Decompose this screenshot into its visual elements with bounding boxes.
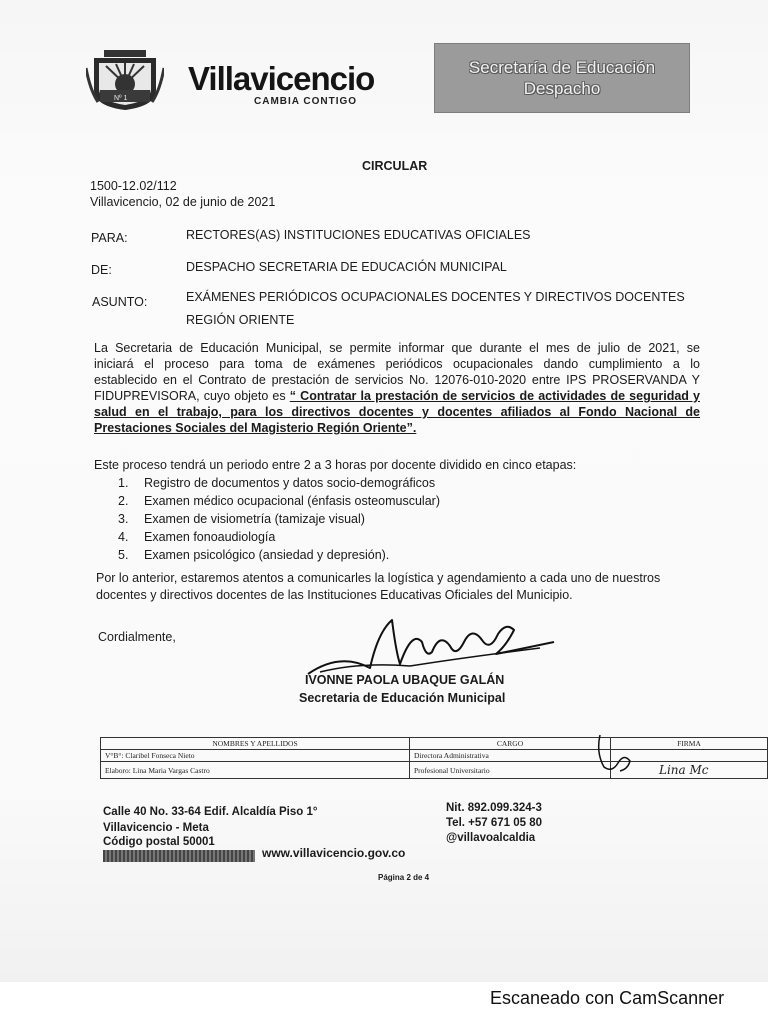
table-row	[101, 762, 768, 779]
row-name: Elaboro: Lina Maria Vargas Castro	[101, 762, 410, 779]
stage-number: 2.	[118, 494, 129, 508]
department-stamp	[434, 43, 690, 113]
initials-signature-icon	[594, 733, 634, 775]
stage-text: Registro de documentos y datos socio-demográficos	[144, 476, 436, 490]
body-line-1: La Secretaria de Educación Municipal, se permite informar que durante el mes de julio de 2021, se	[94, 341, 700, 355]
footer-phone: Tel. +57 671 05 80	[446, 817, 543, 829]
salutation: Cordialmente,	[98, 630, 176, 644]
footer-website: www.villavicencio.gov.co	[262, 846, 406, 860]
table-row	[101, 750, 768, 762]
approval-table	[100, 737, 768, 779]
footer-address-2: Villavicencio - Meta	[103, 822, 209, 834]
reference-number: 1500-12.02/112	[90, 179, 177, 193]
footer-nit: Nit. 892.099.324-3	[446, 802, 542, 814]
closing-line-1: Por lo anterior, estaremos atentos a comunicarles la logística y agendamiento a cada uno de nuestros	[96, 571, 661, 585]
footer-address-1: Calle 40 No. 33-64 Edif. Alcaldía Piso 1°	[103, 806, 318, 818]
footer-social: @villavoalcaldia	[446, 832, 536, 844]
stage-text: Examen médico ocupacional (énfasis osteomuscular)	[144, 494, 440, 508]
brand-logo-tagline: CAMBIA CONTIGO	[254, 96, 358, 107]
row-signature	[611, 750, 768, 762]
row-signature: Lina Mc	[611, 762, 768, 779]
de-label: DE:	[91, 263, 112, 277]
stages-list	[118, 474, 440, 564]
stamp-line-2: Despacho	[523, 79, 601, 98]
contract-object-start: “ Contratar la prestación de servicios de actividades de seguridad y	[289, 389, 700, 403]
row-role: Directora Administrativa	[410, 750, 611, 762]
body-line-3: establecido en el Contrato de prestación de servicios No. 12076-010-2020 entre IPS PROSERVANDA Y	[94, 373, 700, 387]
closing-line-2: docentes y directivos docentes de las Instituciones Educativas Oficiales del Municipio.	[96, 588, 573, 602]
stage-text: Examen de visiometría (tamizaje visual)	[144, 512, 365, 526]
header-role: CARGO	[410, 738, 611, 750]
place-date: Villavicencio, 02 de junio de 2021	[90, 195, 276, 209]
row-name: V°B°: Claribel Fonseca Nieto	[101, 750, 410, 762]
process-intro: Este proceso tendrá un periodo entre 2 a 3 horas por docente dividido en cinco etapas:	[94, 458, 577, 472]
signer-role: Secretaria de Educación Municipal	[299, 691, 506, 705]
stage-number: 1.	[118, 476, 129, 490]
asunto-line-2: REGIÓN ORIENTE	[186, 313, 295, 327]
header-names: NOMBRES Y APELLIDOS	[101, 738, 410, 750]
stage-number: 5.	[118, 548, 129, 562]
body-line-4	[94, 388, 700, 404]
handwritten-signature-icon	[300, 612, 560, 682]
footer-decorative-bar	[103, 850, 255, 862]
scanner-watermark: Escaneado con CamScanner	[490, 988, 725, 1008]
svg-text:Nº 1: Nº 1	[114, 95, 128, 102]
row-role: Profesional Universitario	[410, 762, 611, 779]
page-number: Página 2 de 4	[378, 873, 430, 882]
list-item	[118, 492, 440, 510]
municipal-seal-icon	[86, 50, 164, 112]
list-item	[118, 510, 440, 528]
body-paragraph	[94, 340, 700, 436]
asunto-line-1: EXÁMENES PERIÓDICOS OCUPACIONALES DOCENTES Y DIRECTIVOS DOCENTES	[186, 290, 685, 304]
asunto-label: ASUNTO:	[92, 295, 148, 309]
list-item	[118, 474, 440, 492]
stage-text: Examen psicológico (ansiedad y depresión).	[144, 548, 390, 562]
contract-object-middle: salud en el trabajo, para los directivos docentes y docentes afiliados al Fondo Nacional de	[94, 405, 700, 419]
stage-text: Examen fonoaudiología	[144, 530, 276, 544]
stage-number: 3.	[118, 512, 129, 526]
document-title: CIRCULAR	[362, 159, 428, 173]
stage-number: 4.	[118, 530, 129, 544]
body-line-2: iniciará el proceso para toma de exámenes periódicos ocupacionales dando cumplimiento a lo	[94, 357, 700, 371]
header-signature: FIRMA	[611, 738, 768, 750]
para-label: PARA:	[91, 231, 128, 245]
body-line-4-plain: FIDUPREVISORA, cuyo objeto es	[94, 389, 290, 403]
de-value: DESPACHO SECRETARIA DE EDUCACIÓN MUNICIPAL	[186, 260, 507, 274]
footer-address-3: Código postal 50001	[103, 836, 215, 848]
approval-table-header	[101, 738, 768, 750]
para-value: RECTORES(AS) INSTITUCIONES EDUCATIVAS OFICIALES	[186, 228, 531, 242]
signer-name: IVONNE PAOLA UBAQUE GALÁN	[305, 673, 505, 687]
contract-object-end: Prestaciones Sociales del Magisterio Región Oriente”.	[94, 421, 417, 435]
list-item	[118, 528, 440, 546]
stamp-line-1: Secretaría de Educación	[468, 58, 656, 77]
list-item	[118, 546, 440, 564]
brand-logo-name: Villavicencio	[188, 60, 375, 97]
